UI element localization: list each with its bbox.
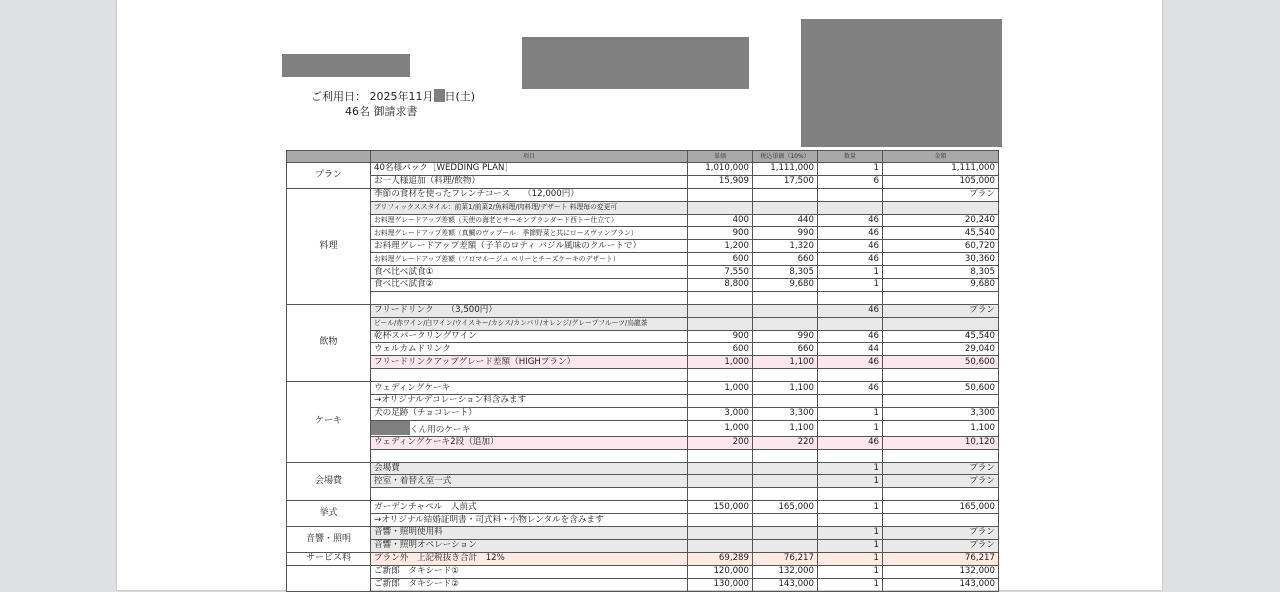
table-row xyxy=(287,304,999,317)
taxed-cell: 17,500 xyxy=(753,175,818,188)
item-cell: ガーデンチャペル 人前式 xyxy=(371,501,688,514)
item-cell: 音響・照明オペレーション xyxy=(371,539,688,552)
qty-cell: 46 xyxy=(818,304,883,317)
taxed-cell xyxy=(753,475,818,488)
amount-cell: 30,360 xyxy=(883,253,999,266)
table-row xyxy=(287,449,999,462)
unit-cell xyxy=(688,462,753,475)
unit-cell: 150,000 xyxy=(688,501,753,514)
amount-cell: 50,600 xyxy=(883,382,999,395)
item-cell: お料理グレードアップ差額（天使の海老とサーモンブランダード西トー仕立て） xyxy=(371,214,688,227)
table-row xyxy=(287,317,999,330)
unit-cell: 1,000 xyxy=(688,382,753,395)
table-row xyxy=(287,420,999,436)
unit-cell: 600 xyxy=(688,343,753,356)
redaction-block xyxy=(522,37,749,89)
unit-cell xyxy=(688,317,753,330)
taxed-cell: 9,680 xyxy=(753,279,818,292)
amount-cell: 105,000 xyxy=(883,175,999,188)
amount-cell xyxy=(883,317,999,330)
amount-cell xyxy=(883,369,999,382)
invoice-table xyxy=(286,150,999,592)
table-row xyxy=(287,382,999,395)
amount-cell: 45,540 xyxy=(883,330,999,343)
taxed-cell: 660 xyxy=(753,343,818,356)
table-row xyxy=(287,488,999,501)
taxed-cell: 143,000 xyxy=(753,578,818,591)
item-cell: 音響・照明使用料 xyxy=(371,527,688,540)
redaction-block xyxy=(371,421,411,435)
qty-cell: 46 xyxy=(818,214,883,227)
taxed-cell xyxy=(753,514,818,527)
amount-cell: 3,300 xyxy=(883,407,999,420)
item-cell xyxy=(371,420,688,436)
taxed-cell xyxy=(753,395,818,408)
header-blank xyxy=(287,151,371,163)
taxed-cell: 660 xyxy=(753,253,818,266)
qty-cell xyxy=(818,201,883,214)
taxed-cell xyxy=(753,462,818,475)
unit-cell: 900 xyxy=(688,227,753,240)
qty-cell: 46 xyxy=(818,253,883,266)
amount-cell: 20,240 xyxy=(883,214,999,227)
qty-cell: 1 xyxy=(818,578,883,591)
table-row xyxy=(287,188,999,201)
qty-cell: 1 xyxy=(818,163,883,176)
item-cell: 控室・着替え室一式 xyxy=(371,475,688,488)
qty-cell: 46 xyxy=(818,382,883,395)
amount-cell: 60,720 xyxy=(883,240,999,253)
amount-cell: 1,111,000 xyxy=(883,163,999,176)
amount-cell: 132,000 xyxy=(883,565,999,578)
item-cell: お料理グレードアップ差額（真鯛のヴァプール 季節野菜と共にロースヴァンブラン） xyxy=(371,227,688,240)
table-row xyxy=(287,163,999,176)
item-cell xyxy=(371,369,688,382)
amount-cell xyxy=(883,395,999,408)
table-row xyxy=(287,436,999,449)
item-cell: 乾杯スパークリングワイン xyxy=(371,330,688,343)
table-row xyxy=(287,407,999,420)
table-row xyxy=(287,501,999,514)
taxed-cell xyxy=(753,449,818,462)
item-cell xyxy=(371,291,688,304)
amount-cell: 76,217 xyxy=(883,552,999,565)
taxed-cell: 440 xyxy=(753,214,818,227)
unit-cell xyxy=(688,475,753,488)
invoice-title: 46名 御請求書 xyxy=(345,105,418,118)
unit-cell xyxy=(688,449,753,462)
header-taxed-unit: 税込単価（10%） xyxy=(753,151,818,163)
item-cell: フリードリンクアップグレード差額（HIGHプラン） xyxy=(371,356,688,369)
unit-cell: 600 xyxy=(688,253,753,266)
qty-cell xyxy=(818,317,883,330)
item-cell: ウェディングケーキ2段（追加） xyxy=(371,436,688,449)
item-cell: ご新郎 タキシード② xyxy=(371,578,688,591)
amount-cell: 29,040 xyxy=(883,343,999,356)
date-prefix: 2025年11月 xyxy=(369,90,434,103)
item-cell: プリフィックススタイル：前菜1/前菜2/魚料理/肉料理/デザート 料理毎の変更可 xyxy=(371,201,688,214)
table-row xyxy=(287,240,999,253)
amount-cell: プラン xyxy=(883,304,999,317)
qty-cell: 1 xyxy=(818,475,883,488)
qty-cell xyxy=(818,514,883,527)
taxed-cell: 1,100 xyxy=(753,356,818,369)
qty-cell: 46 xyxy=(818,356,883,369)
table-row xyxy=(287,291,999,304)
qty-cell: 1 xyxy=(818,501,883,514)
table-row xyxy=(287,552,999,565)
item-cell xyxy=(371,488,688,501)
item-cell: お一人様追加（料理/飲物） xyxy=(371,175,688,188)
category-cell: 飲物 xyxy=(287,304,371,381)
table-row xyxy=(287,395,999,408)
table-row xyxy=(287,201,999,214)
table-row xyxy=(287,214,999,227)
unit-cell: 400 xyxy=(688,214,753,227)
amount-cell: 9,680 xyxy=(883,279,999,292)
table-row xyxy=(287,462,999,475)
qty-cell: 44 xyxy=(818,343,883,356)
category-cell: 挙式 xyxy=(287,501,371,527)
item-cell: お料理グレードアップ差額（フロマルージュ ベリーとチーズケーキのデザート） xyxy=(371,253,688,266)
taxed-cell: 1,100 xyxy=(753,420,818,436)
unit-cell: 900 xyxy=(688,330,753,343)
category-cell xyxy=(287,565,371,591)
unit-cell xyxy=(688,369,753,382)
qty-cell: 46 xyxy=(818,240,883,253)
table-row xyxy=(287,369,999,382)
category-cell: サービス料 xyxy=(287,552,371,565)
taxed-cell: 3,300 xyxy=(753,407,818,420)
qty-cell: 1 xyxy=(818,552,883,565)
amount-cell: プラン xyxy=(883,462,999,475)
taxed-cell xyxy=(753,291,818,304)
amount-cell: プラン xyxy=(883,527,999,540)
qty-cell: 1 xyxy=(818,279,883,292)
taxed-cell xyxy=(753,304,818,317)
taxed-cell: 76,217 xyxy=(753,552,818,565)
item-cell: フリードリンク （3,500円） xyxy=(371,304,688,317)
amount-cell: プラン xyxy=(883,475,999,488)
table-row xyxy=(287,279,999,292)
taxed-cell: 220 xyxy=(753,436,818,449)
unit-cell: 69,289 xyxy=(688,552,753,565)
header-unit: 単価 xyxy=(688,151,753,163)
unit-cell: 15,909 xyxy=(688,175,753,188)
item-cell: ウェディングケーキ xyxy=(371,382,688,395)
unit-cell: 120,000 xyxy=(688,565,753,578)
taxed-cell xyxy=(753,317,818,330)
table-row xyxy=(287,565,999,578)
amount-cell: 45,540 xyxy=(883,227,999,240)
unit-cell: 1,000 xyxy=(688,420,753,436)
unit-cell: 1,200 xyxy=(688,240,753,253)
unit-cell xyxy=(688,395,753,408)
item-text: くん用のケーキ xyxy=(410,424,471,435)
redaction-block xyxy=(282,54,410,77)
usage-date-line xyxy=(311,88,475,104)
table-row xyxy=(287,475,999,488)
table-row xyxy=(287,527,999,540)
item-cell: 食べ比べ試食① xyxy=(371,266,688,279)
unit-cell xyxy=(688,488,753,501)
taxed-cell xyxy=(753,201,818,214)
taxed-cell: 990 xyxy=(753,227,818,240)
unit-cell xyxy=(688,304,753,317)
item-cell: 40名様パック［WEDDING PLAN］ xyxy=(371,163,688,176)
item-cell: 犬の足跡（チョコレート） xyxy=(371,407,688,420)
amount-cell: 143,000 xyxy=(883,578,999,591)
amount-cell xyxy=(883,449,999,462)
item-cell xyxy=(371,449,688,462)
qty-cell: 46 xyxy=(818,436,883,449)
unit-cell: 130,000 xyxy=(688,578,753,591)
item-cell: →オリジナル結婚証明書・司式料・小物レンタルを含みます xyxy=(371,514,688,527)
amount-cell: プラン xyxy=(883,188,999,201)
item-cell: →オリジナルデコレーション料含みます xyxy=(371,395,688,408)
header-item: 項目 xyxy=(371,151,688,163)
table-row xyxy=(287,175,999,188)
unit-cell xyxy=(688,201,753,214)
table-row xyxy=(287,343,999,356)
qty-cell: 1 xyxy=(818,420,883,436)
item-cell: 会場費 xyxy=(371,462,688,475)
taxed-cell: 165,000 xyxy=(753,501,818,514)
qty-cell: 1 xyxy=(818,539,883,552)
qty-cell: 1 xyxy=(818,407,883,420)
header-qty: 数量 xyxy=(818,151,883,163)
unit-cell xyxy=(688,527,753,540)
item-cell: プラン外 上記税抜き合計 12% xyxy=(371,552,688,565)
taxed-cell: 990 xyxy=(753,330,818,343)
unit-cell xyxy=(688,188,753,201)
taxed-cell xyxy=(753,369,818,382)
item-cell: ご新郎 タキシード① xyxy=(371,565,688,578)
amount-cell xyxy=(883,201,999,214)
table-row xyxy=(287,578,999,591)
category-cell: 料理 xyxy=(287,188,371,304)
unit-cell: 8,800 xyxy=(688,279,753,292)
amount-cell: 50,600 xyxy=(883,356,999,369)
header-amount: 金額 xyxy=(883,151,999,163)
qty-cell: 46 xyxy=(818,330,883,343)
table-row xyxy=(287,356,999,369)
item-cell: ウェルカムドリンク xyxy=(371,343,688,356)
item-cell: 季節の食材を使ったフレンチコース （12,000円） xyxy=(371,188,688,201)
usage-label: ご利用日： xyxy=(311,90,366,103)
item-cell: ビール/赤ワイン/白ワイン/ウイスキー/カシス/カンパリ/オレンジ/グレープフルーツ/烏龍茶 xyxy=(371,317,688,330)
taxed-cell xyxy=(753,527,818,540)
category-cell: 会場費 xyxy=(287,462,371,501)
unit-cell: 1,010,000 xyxy=(688,163,753,176)
redaction-block xyxy=(434,89,445,102)
unit-cell: 200 xyxy=(688,436,753,449)
qty-cell xyxy=(818,188,883,201)
qty-cell: 1 xyxy=(818,527,883,540)
unit-cell xyxy=(688,539,753,552)
item-cell: お料理グレードアップ差額（子羊のロティ バジル風味のクルートで） xyxy=(371,240,688,253)
qty-cell xyxy=(818,395,883,408)
table-row xyxy=(287,227,999,240)
qty-cell xyxy=(818,369,883,382)
table-row xyxy=(287,330,999,343)
taxed-cell: 1,100 xyxy=(753,382,818,395)
table-header-row xyxy=(287,151,999,163)
amount-cell: 8,305 xyxy=(883,266,999,279)
amount-cell xyxy=(883,514,999,527)
amount-cell xyxy=(883,488,999,501)
qty-cell xyxy=(818,449,883,462)
qty-cell: 46 xyxy=(818,227,883,240)
table-row xyxy=(287,514,999,527)
amount-cell: 165,000 xyxy=(883,501,999,514)
item-cell: 食べ比べ試食② xyxy=(371,279,688,292)
amount-cell: 10,120 xyxy=(883,436,999,449)
category-cell: プラン xyxy=(287,163,371,189)
category-cell: 音響・照明 xyxy=(287,527,371,553)
amount-cell: プラン xyxy=(883,539,999,552)
qty-cell: 1 xyxy=(818,266,883,279)
taxed-cell xyxy=(753,539,818,552)
table-row xyxy=(287,539,999,552)
table-row xyxy=(287,266,999,279)
qty-cell: 1 xyxy=(818,565,883,578)
unit-cell xyxy=(688,291,753,304)
taxed-cell: 1,111,000 xyxy=(753,163,818,176)
unit-cell: 3,000 xyxy=(688,407,753,420)
table-row xyxy=(287,253,999,266)
taxed-cell xyxy=(753,488,818,501)
qty-cell xyxy=(818,488,883,501)
unit-cell: 1,000 xyxy=(688,356,753,369)
redaction-block xyxy=(801,19,1002,147)
taxed-cell xyxy=(753,188,818,201)
qty-cell xyxy=(818,291,883,304)
unit-cell: 7,550 xyxy=(688,266,753,279)
date-suffix: 日(土) xyxy=(444,90,476,103)
amount-cell xyxy=(883,291,999,304)
category-cell: ケーキ xyxy=(287,382,371,462)
qty-cell: 6 xyxy=(818,175,883,188)
qty-cell: 1 xyxy=(818,462,883,475)
unit-cell xyxy=(688,514,753,527)
taxed-cell: 132,000 xyxy=(753,565,818,578)
taxed-cell: 1,320 xyxy=(753,240,818,253)
amount-cell: 1,100 xyxy=(883,420,999,436)
taxed-cell: 8,305 xyxy=(753,266,818,279)
